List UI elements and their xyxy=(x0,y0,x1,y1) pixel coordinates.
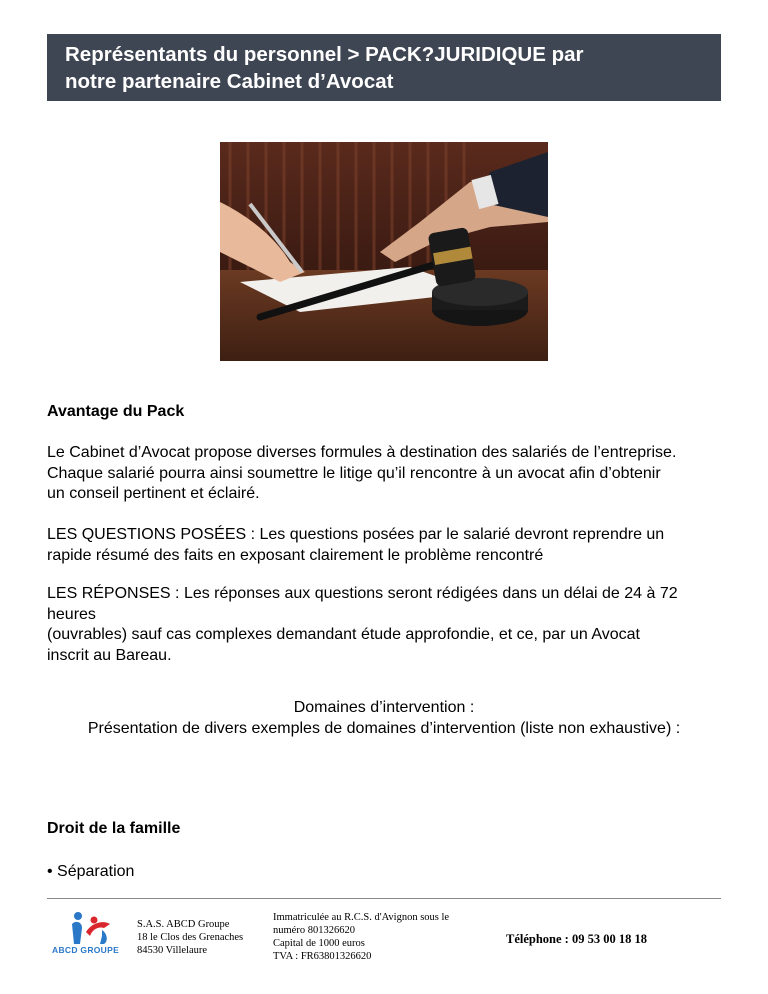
header-title-line-1: Représentants du personnel > PACK?JURIDIQUE par xyxy=(65,43,584,66)
questions-line-2: rapide résumé des faits en exposant clairement le problème rencontré xyxy=(47,546,544,564)
intro-line-3: un conseil pertinent et éclairé. xyxy=(47,485,260,502)
company-registration xyxy=(273,911,449,963)
rcs-line-3: Capital de 1000 euros xyxy=(273,938,365,949)
questions-paragraph xyxy=(47,525,727,566)
rcs-line-1: Immatriculée au R.C.S. d'Avignon sous le xyxy=(273,912,450,923)
intro-line-2: Chaque salarié pourra ainsi soumettre le litige qu’il rencontre à un avocat afin d’obtenir xyxy=(47,464,661,482)
company-address xyxy=(137,918,243,957)
reponses-paragraph xyxy=(47,584,727,666)
footer-divider xyxy=(47,898,721,899)
domaines-subtitle: Présentation de divers exemples de domaines d’intervention (liste non exhaustive) : xyxy=(87,720,681,737)
phone-number: Téléphone : 09 53 00 18 18 xyxy=(506,932,647,946)
company-name: S.A.S. ABCD Groupe xyxy=(137,919,230,930)
reponses-line-4: inscrit au Bareau. xyxy=(47,646,172,664)
famille-heading: Droit de la famille xyxy=(47,820,181,837)
rcs-line-4: TVA : FR63801326620 xyxy=(273,951,372,962)
avantage-heading: Avantage du Pack xyxy=(47,403,185,420)
lawyer-gavel-photo xyxy=(220,142,548,361)
logo-wordmark: ABCD GROUPE xyxy=(52,945,120,955)
company-street: 18 le Clos des Grenaches xyxy=(137,932,244,943)
intro-line-1: Le Cabinet d’Avocat propose diverses formules à destination des salariés de l’entreprise. xyxy=(47,444,677,461)
header-title-line-2: notre partenaire Cabinet d’Avocat xyxy=(65,70,394,93)
bullet-separation: • Séparation xyxy=(47,863,135,880)
reponses-line-2: heures xyxy=(47,605,96,623)
domaines-title: Domaines d’intervention : xyxy=(293,699,475,716)
intro-paragraph xyxy=(47,443,727,505)
page-header xyxy=(47,34,721,101)
company-city: 84530 Villelaure xyxy=(137,945,208,956)
rcs-line-2: numéro 801326620 xyxy=(273,925,355,936)
reponses-line-3: (ouvrables) sauf cas complexes demandant étude approfondie, et ce, par un Avocat xyxy=(47,626,640,643)
reponses-line-1: LES RÉPONSES : Les réponses aux questions seront rédigées dans un délai de 24 à 72 xyxy=(47,585,678,602)
questions-line-1: LES QUESTIONS POSÉES : Les questions posées par le salarié devront reprendre un xyxy=(47,526,665,543)
